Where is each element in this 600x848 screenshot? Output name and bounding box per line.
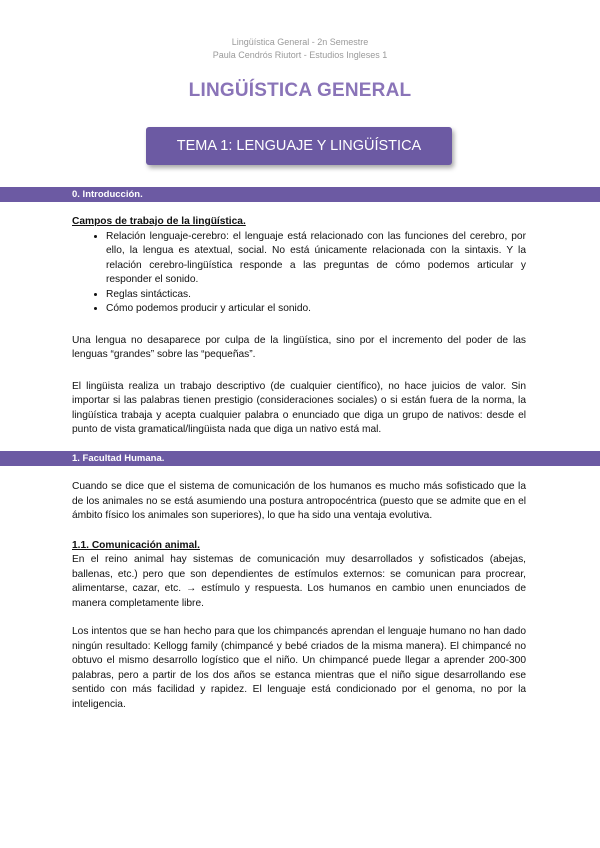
document-title: LINGÜÍSTICA GENERAL xyxy=(188,80,412,101)
paragraph: En el reino animal hay sistemas de comunicación muy desarrollados y sofisticados (abejas, ballenas, etc.) pero que son dependientes de estímulos externos: se comunican para procrear, alimentarse, cazar, etc. → estímulo y respuesta. Los humanos en cambio unen enunciados de manera completamente libre. xyxy=(72,554,526,609)
section-heading-introduccion: 0. Introducción. xyxy=(0,187,600,202)
bullet-list xyxy=(72,230,526,317)
topic-title: TEMA 1: LENGUAJE Y LINGÜÍSTICA xyxy=(176,138,422,154)
subheading-comunicacion-animal: 1.1. Comunicación animal. xyxy=(72,539,200,551)
page-header xyxy=(0,0,600,62)
header-author: Paula Cendrós Riutort - Estudios Ingleses 1 xyxy=(212,50,388,60)
paragraph: Cuando se dice que el sistema de comunicación de los humanos es mucho más sofisticado que la de los animales no se está asumiendo una postura antropocéntrica (puesto que se admite que en el ámbito físico los animales son superiores), lo que ha sido una ventaja evolutiva. xyxy=(72,481,526,521)
list-item: • Relación lenguaje-cerebro: el lenguaje está relacionado con las funciones del cerebro, por ello, la lengua es atextual, social. No está únicamente relacionada con la sintaxis. Y la relación cerebro-lingüística responde a las preguntas de cómo podemos articular y responder el sonido. xyxy=(106,230,526,288)
list-item: • Reglas sintácticas. xyxy=(106,288,526,303)
paragraph: Los intentos que se han hecho para que los chimpancés aprendan el lenguaje humano no han dado ningún resultado: Kellogg family (chimpancé y bebé criados de la misma manera). El chimpancé no obtuvo el mismo desarrollo logístico que el niño. Un chimpancé puede llegar a aprender 200-300 palabras, pero a partir de los dos años se estanca mientras que el niño sigue desarrollando ese sentido con más facilidad y rapidez. El lenguaje está condicionado por el genoma, no por la inteligencia. xyxy=(72,626,526,710)
header-course: Lingüística General - 2n Semestre xyxy=(231,37,369,47)
paragraph: Una lengua no desaparece por culpa de la lingüística, sino por el incremento del poder de las lenguas “grandes” sobre las “pequeñas”. xyxy=(72,334,526,360)
topic-banner xyxy=(146,127,452,165)
section-facultad-content xyxy=(72,480,526,712)
section-introduccion-content xyxy=(72,215,526,438)
list-item: • Cómo podemos producir y articular el sonido. xyxy=(106,302,526,317)
section-heading-facultad-humana: 1. Facultad Humana. xyxy=(0,451,600,466)
subheading-campos: Campos de trabajo de la lingüística. xyxy=(72,216,246,227)
paragraph: El lingüista realiza un trabajo descriptivo (de cualquier científico), no hace juicios de valor. Sin importar si las palabras tienen prestigio (consideraciones sociales) o si están fuera de la norma, la lingüística trabaja y acepta cualquier palabra o enunciado que diga un grupo de nativos: desde el punto de vista gramatical/lingüista nada que diga un nativo está mal. xyxy=(72,380,526,435)
